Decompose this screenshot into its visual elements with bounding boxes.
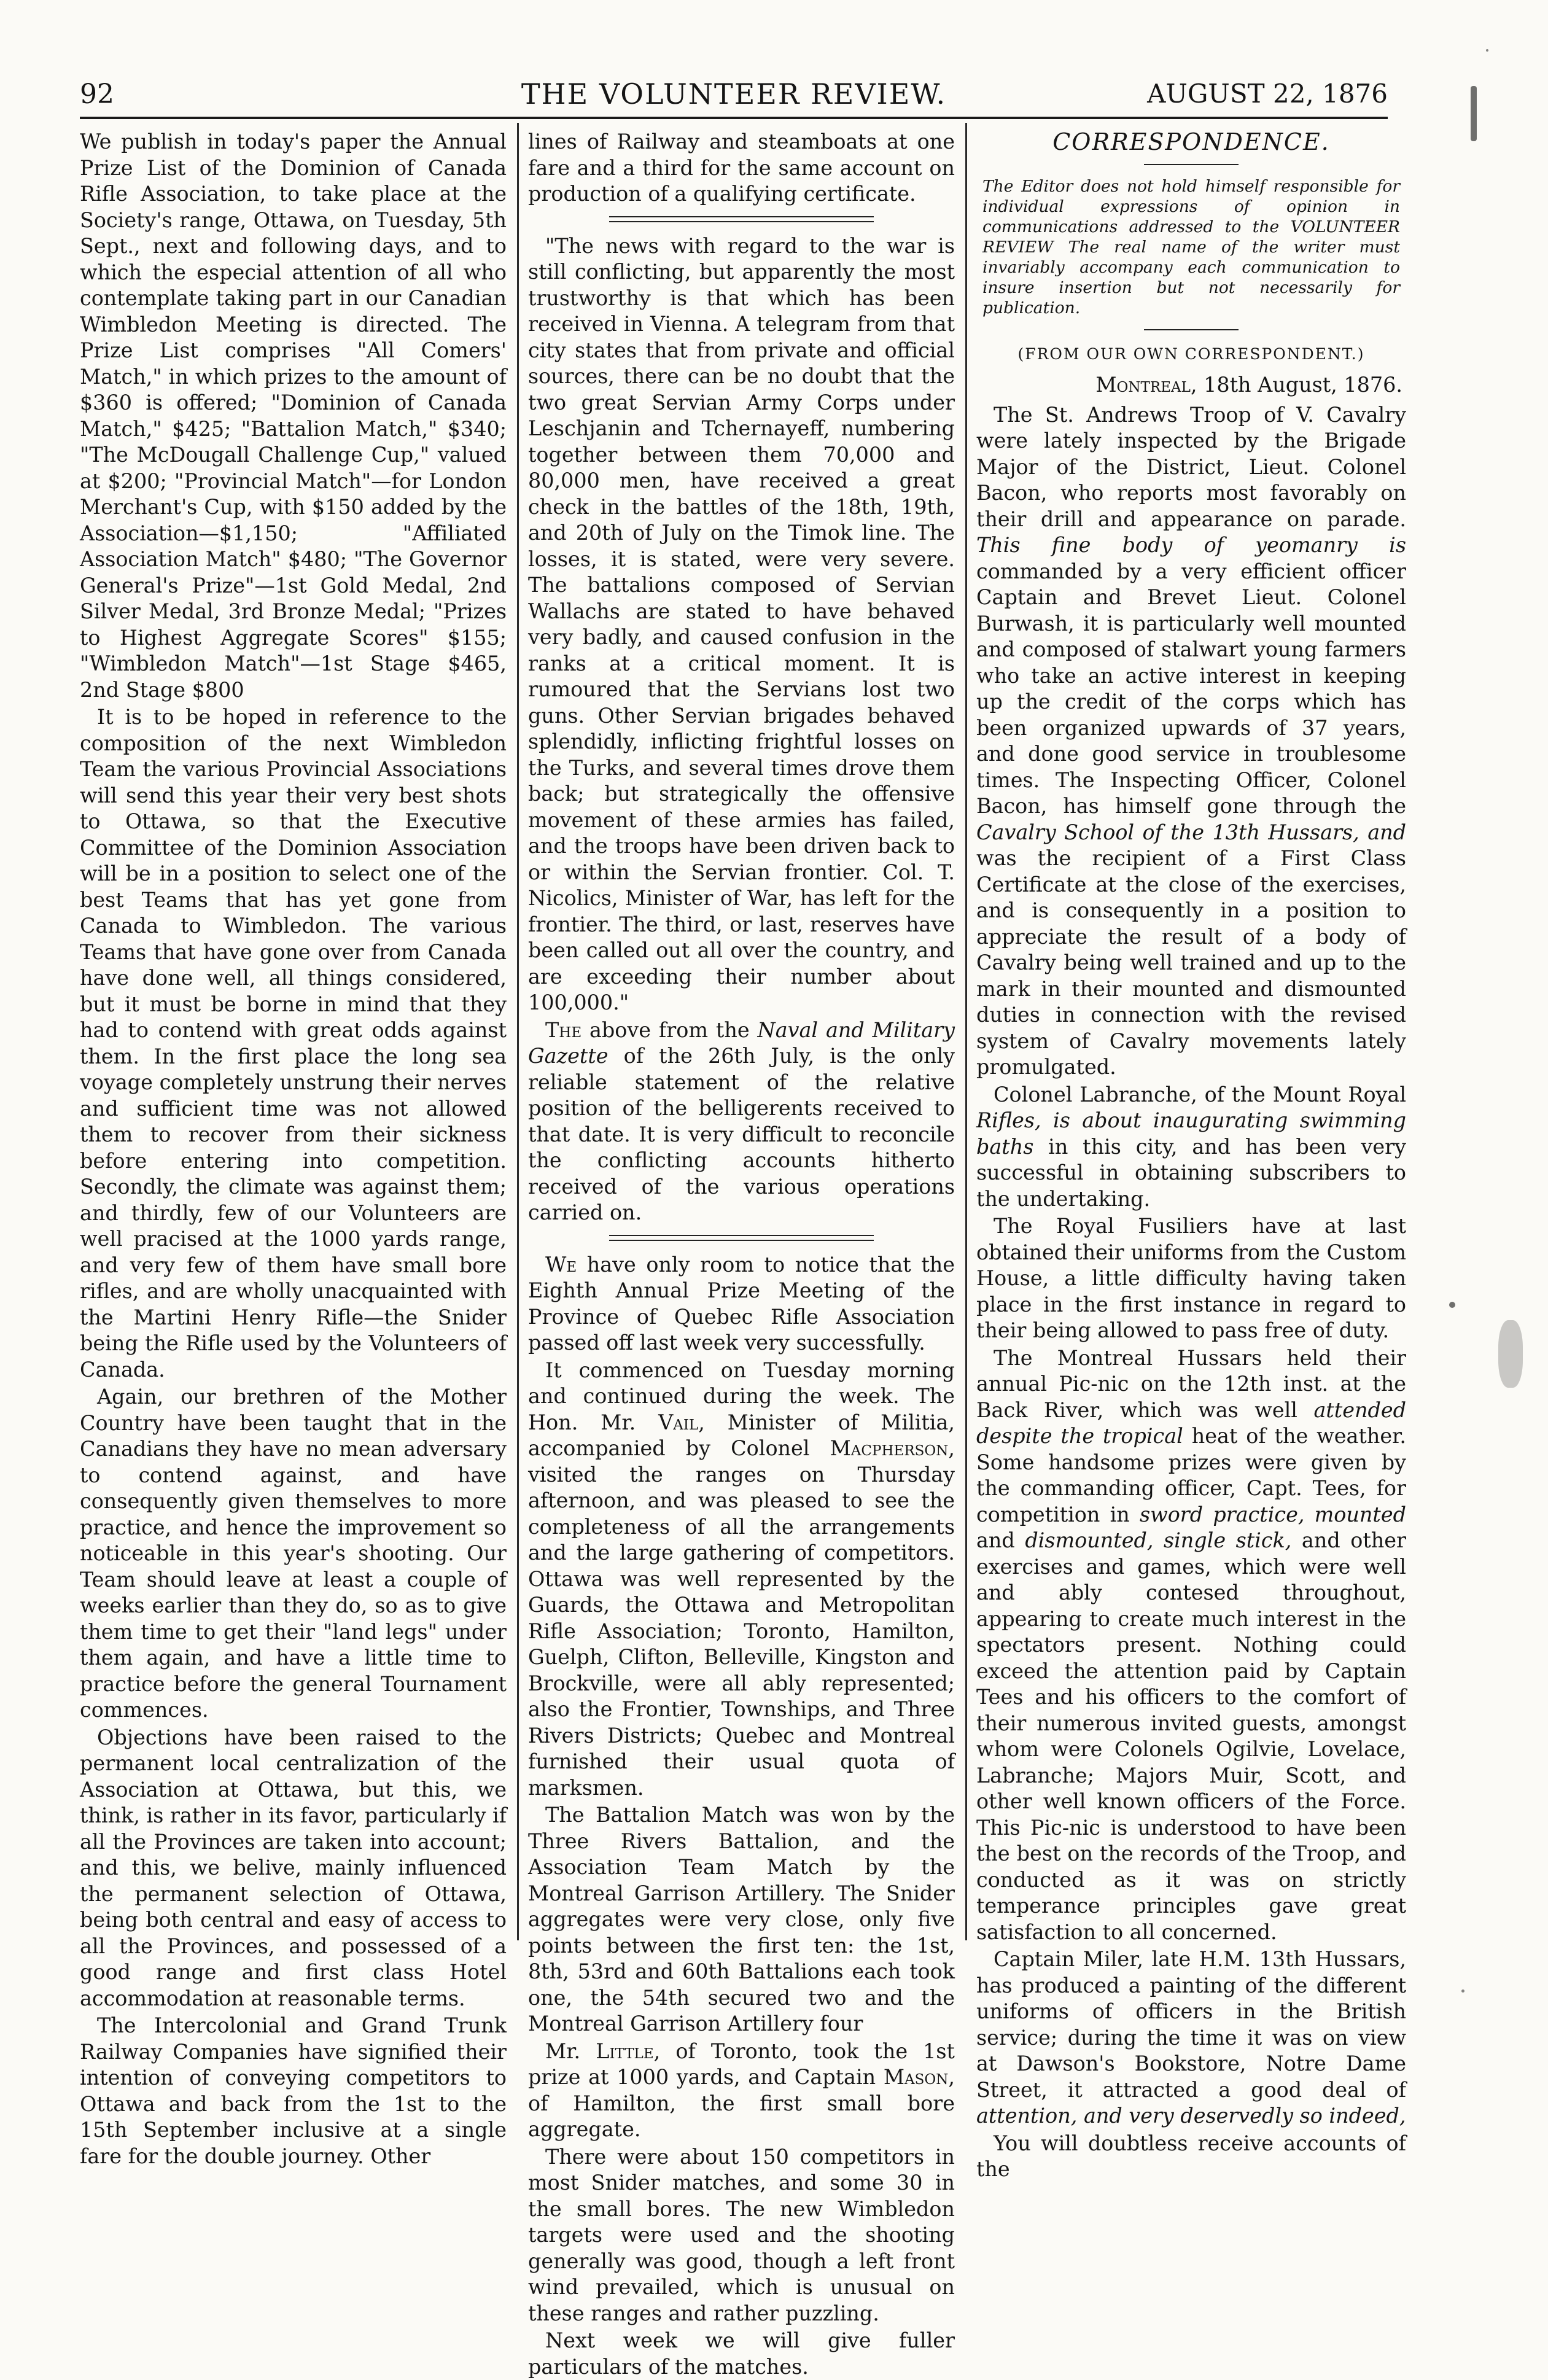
correspondent-byline: (FROM OUR OWN CORRESPONDENT.) — [1017, 344, 1365, 363]
letter-closing: You will doubtless receive accounts of the — [976, 2131, 1406, 2181]
column-1 — [80, 129, 507, 2168]
column-rule-left — [517, 123, 519, 1940]
page-header — [80, 74, 1388, 119]
scan-speck — [1486, 49, 1488, 52]
article-competitors: There were about 150 competitors in most Snider matches, and some 30 in the small bores. The new Wimbledon targets were used and the shooting generally was good, though a left front wind prevailed, which is unusual on these ranges and rather puzzling. — [528, 2144, 955, 2325]
article-railway: The Intercolonial and Grand Trunk Railway Companies have signified their intention of conveying competitors to Ottawa and back from the 1st to the 15th September inclusive at a single fare for the double journey. Other — [80, 2013, 507, 2168]
scan-speck — [1498, 1320, 1523, 1388]
section-divider — [609, 216, 874, 222]
article-railway-continued: lines of Railway and steamboats at one fare and a third for the same account on production of a qualifying certificate. — [528, 130, 955, 206]
scan-speck — [1461, 1989, 1464, 1993]
masthead: THE VOLUNTEER REVIEW. — [521, 77, 947, 111]
title-rule — [1144, 164, 1239, 165]
scan-speck — [1449, 1302, 1455, 1308]
section-divider — [609, 1235, 874, 1241]
article-mother-country: Again, our brethren of the Mother Country have been taught that in the Canadians they have no mean adversary to contend against, and have consequently given themselves to more practice, and hence the improvement so noticeable in this year's shooting. Our Team should leave at least a couple of weeks earlier than they do, so as to give them time to get their "land legs" under them again, and have a little time to practice before the general Tournament commences. — [80, 1385, 507, 1722]
article-war-news: "The news with regard to the war is still conflicting, but apparently the most trustworthy is that which has been received in Vienna. A telegram from that city states that from private and official sources, there can be no doubt that the two great Servian Army Corps under Leschjanin and Tchernayeff, numbering together between them 70,000 and 80,000 men, have received a great check in the battles of the 18th, 19th, and 20th of July on the Timok line. The losses, it is stated, were very severe. The battalions composed of Servian Wallachs are stated to have behaved very badly, and caused confusion in the ranks at a critical moment. It is rumoured that the Servians lost two guns. Other Servian brigades behaved splendidly, inflicting frightful losses on the Turks, and several times drove them back; but strategically the offensive movement of these armies has failed, and the troops have been driven back to or within the Servian frontier. Col. T. Nicolics, Minister of War, has left for the frontier. The third, or last, reserves have been called out all over the country, and are exceeding their number about 100,000." — [528, 233, 955, 1014]
column-2 — [528, 129, 955, 2379]
letter-hussars-picnic: The Montreal Hussars held their annual Pic-nic on the 12th inst. at the Back River, which was well attended despite the tropical heat of the weather. Some handsome prizes were given by the commanding officer, Capt. Tees, for competition in sword practice, mounted and dismounted, single stick, and other exercises and games, which were well and ably contesed throughout, appearing to create much interest in the spectators present. Nothing could exceed the attention paid by Captain Tees and his officers to the comfort of their numerous invited guests, amongst whom were Colonels Ogilvie, Lovelace, Labranche; Majors Muir, Scott, and other well known officers of the Force. This Pic-nic is understood to have been the best on the records of the Troop, and conducted as it was on strictly temperance principles gave great satisfaction to all concerned. — [976, 1345, 1406, 1944]
letter-painting: Captain Miler, late H.M. 13th Hussars, has produced a painting of the different uniforms of officers in the British service; during the time it was on view at Dawson's Bookstore, Notre Dame Street, it attracted a good deal of attention, and very deservedly so indeed, — [976, 1947, 1406, 2128]
article-prize-winners: Mr. Little, of Toronto, took the 1st prize at 1000 yards, and Captain Mason, of Hamilton, the first small bore aggregate. — [528, 2039, 955, 2141]
article-battalion-match: The Battalion Match was won by the Three Rivers Battalion, and the Association Team Match by the Montreal Garrison Artillery. The Snider aggregates were very close, only five points between the first ten: the 1st, 8th, 53rd and 60th Battalions each took one, the 54th secured two and the Montreal Garrison Artillery four — [528, 1803, 955, 2036]
column-3 — [976, 128, 1406, 2181]
editor-disclaimer: The Editor does not hold himself responsible for individual expressions of opinion in communications addressed to the VOLUNTEER REVIEW The real name of the writer must invariably accompany each communication to insure insertion but not necessarily for publication. — [982, 176, 1400, 317]
page-number: 92 — [80, 79, 114, 110]
article-meeting-details: It commenced on Tuesday morning and continued during the week. The Hon. Mr. Vail, Minister of Militia, accompanied by Colonel Macpherson, visited the ranges on Thursday afternoon, and was pleased to see the completeness of all the arrangements and the large gathering of competitors. Ottawa was well represented by the Guards, the Ottawa and Metropolitan Rifle Association; Toronto, Hamilton, Guelph, Clifton, Belleville, Kingston and Brockville, were all ably represented; also the Frontier, Townships, and Three Rivers Districts; Quebec and Montreal furnished their usual quota of marksmen. — [528, 1358, 955, 1800]
note-rule — [1144, 329, 1239, 330]
article-prize-list: We publish in today's paper the Annual Prize List of the Dominion of Canada Rifle Association, to take place at the Society's range, Ottawa, on Tuesday, 5th Sept., next and following days, and to which the especial attention of all who contemplate taking part in our Canadian Wimbledon Meeting is directed. The Prize List comprises "All Comers' Match," in which prizes to the amount of $360 is offered; "Dominion of Canada Match," $425; "Battalion Match," $340; "The McDougall Challenge Cup," valued at $200; "Provincial Match"—for London Merchant's Cup, with $150 added by the Association—$1,150; "Affiliated Association Match" $480; "The Governor General's Prize"—1st Gold Medal, 2nd Silver Medal, 3rd Bronze Medal; "Prizes to Highest Aggregate Scores" $155; "Wimbledon Match"—1st Stage $465, 2nd Stage $800 — [80, 130, 507, 702]
article-quebec-meeting: We have only room to notice that the Eighth Annual Prize Meeting of the Province of Quebec Rifle Association passed off last week very successfully. — [528, 1252, 955, 1355]
letter-swimming-baths: Colonel Labranche, of the Mount Royal Rifles, is about inaugurating swimming baths in this city, and has been very successful in obtaining subscribers to the undertaking. — [976, 1082, 1406, 1211]
article-wimbledon-team: It is to be hoped in reference to the composition of the next Wimbledon Team the various Provincial Associations will send this year their very best shots to Ottawa, so that the Executive Committee of the Dominion Association will be in a position to select one of the best Teams that has yet gone from Canada to Wimbledon. The various Teams that have gone over from Canada have done well, all things considered, but it must be borne in mind that they had to contend with great odds against them. In the first place the long sea voyage completely unstrung their nerves and sufficient time was not allowed them to recover from their sickness before entering into competition. Secondly, the climate was against them; and thirdly, few of our Volunteers are well pracised at the 1000 yards range, and very few of them have small bore rifles, and are wholly unacquainted with the Martini Henry Rifle—the Snider being the Rifle used by the Volunteers of Canada. — [80, 705, 507, 1382]
dateline: Montreal, 18th August, 1876. — [1095, 373, 1402, 397]
article-next-week: Next week we will give fuller particulars of the matches. — [528, 2328, 955, 2379]
letter-fusiliers: The Royal Fusiliers have at last obtained their uniforms from the Custom House, a little difficulty having taken place in the first instance in regard to their being allowed to pass free of duty. — [976, 1214, 1406, 1342]
article-gazette-comment: The above from the Naval and Military Gazette of the 26th July, is the only reliable statement of the relative position of the belligerents received to that date. It is very difficult to reconcile the conflicting accounts hitherto received of the various operations carried on. — [528, 1017, 955, 1224]
article-objections: Objections have been raised to the permanent local centralization of the Association at Ottawa, but this, we think, is rather in its favor, particularly if all the Provinces are taken into account; and this, we belive, mainly influenced the permanent selection of Ottawa, being both central and easy of access to all the Provinces, and possessed of a good range and first class Hotel accommodation at reasonable terms. — [80, 1725, 507, 2010]
scan-speck — [1471, 86, 1477, 141]
letter-cavalry: The St. Andrews Troop of V. Cavalry were lately inspected by the Brigade Major of the District, Lieut. Colonel Bacon, who reports most favorably on their drill and appearance on parade. This fine body of yeomanry is commanded by a very efficient officer Captain and Brevet Lieut. Colonel Burwash, it is particularly well mounted and composed of stalwart young farmers who take an active interest in keeping up the credit of the corps which has been organized upwards of 37 years, and done good service in troublesome times. The Inspecting Officer, Colonel Bacon, has himself gone through the Cavalry School of the 13th Hussars, and was the recipient of a First Class Certificate at the close of the exercises, and is consequently in a position to appreciate the result of a body of Cavalry being well trained and up to the mark in their mounted and dismounted duties in connection with the revised system of Cavalry movements lately promulgated. — [976, 402, 1406, 1079]
section-title: CORRESPONDENCE. — [1052, 128, 1330, 155]
issue-date: AUGUST 22, 1876 — [1147, 79, 1388, 109]
column-rule-right — [965, 123, 967, 1940]
